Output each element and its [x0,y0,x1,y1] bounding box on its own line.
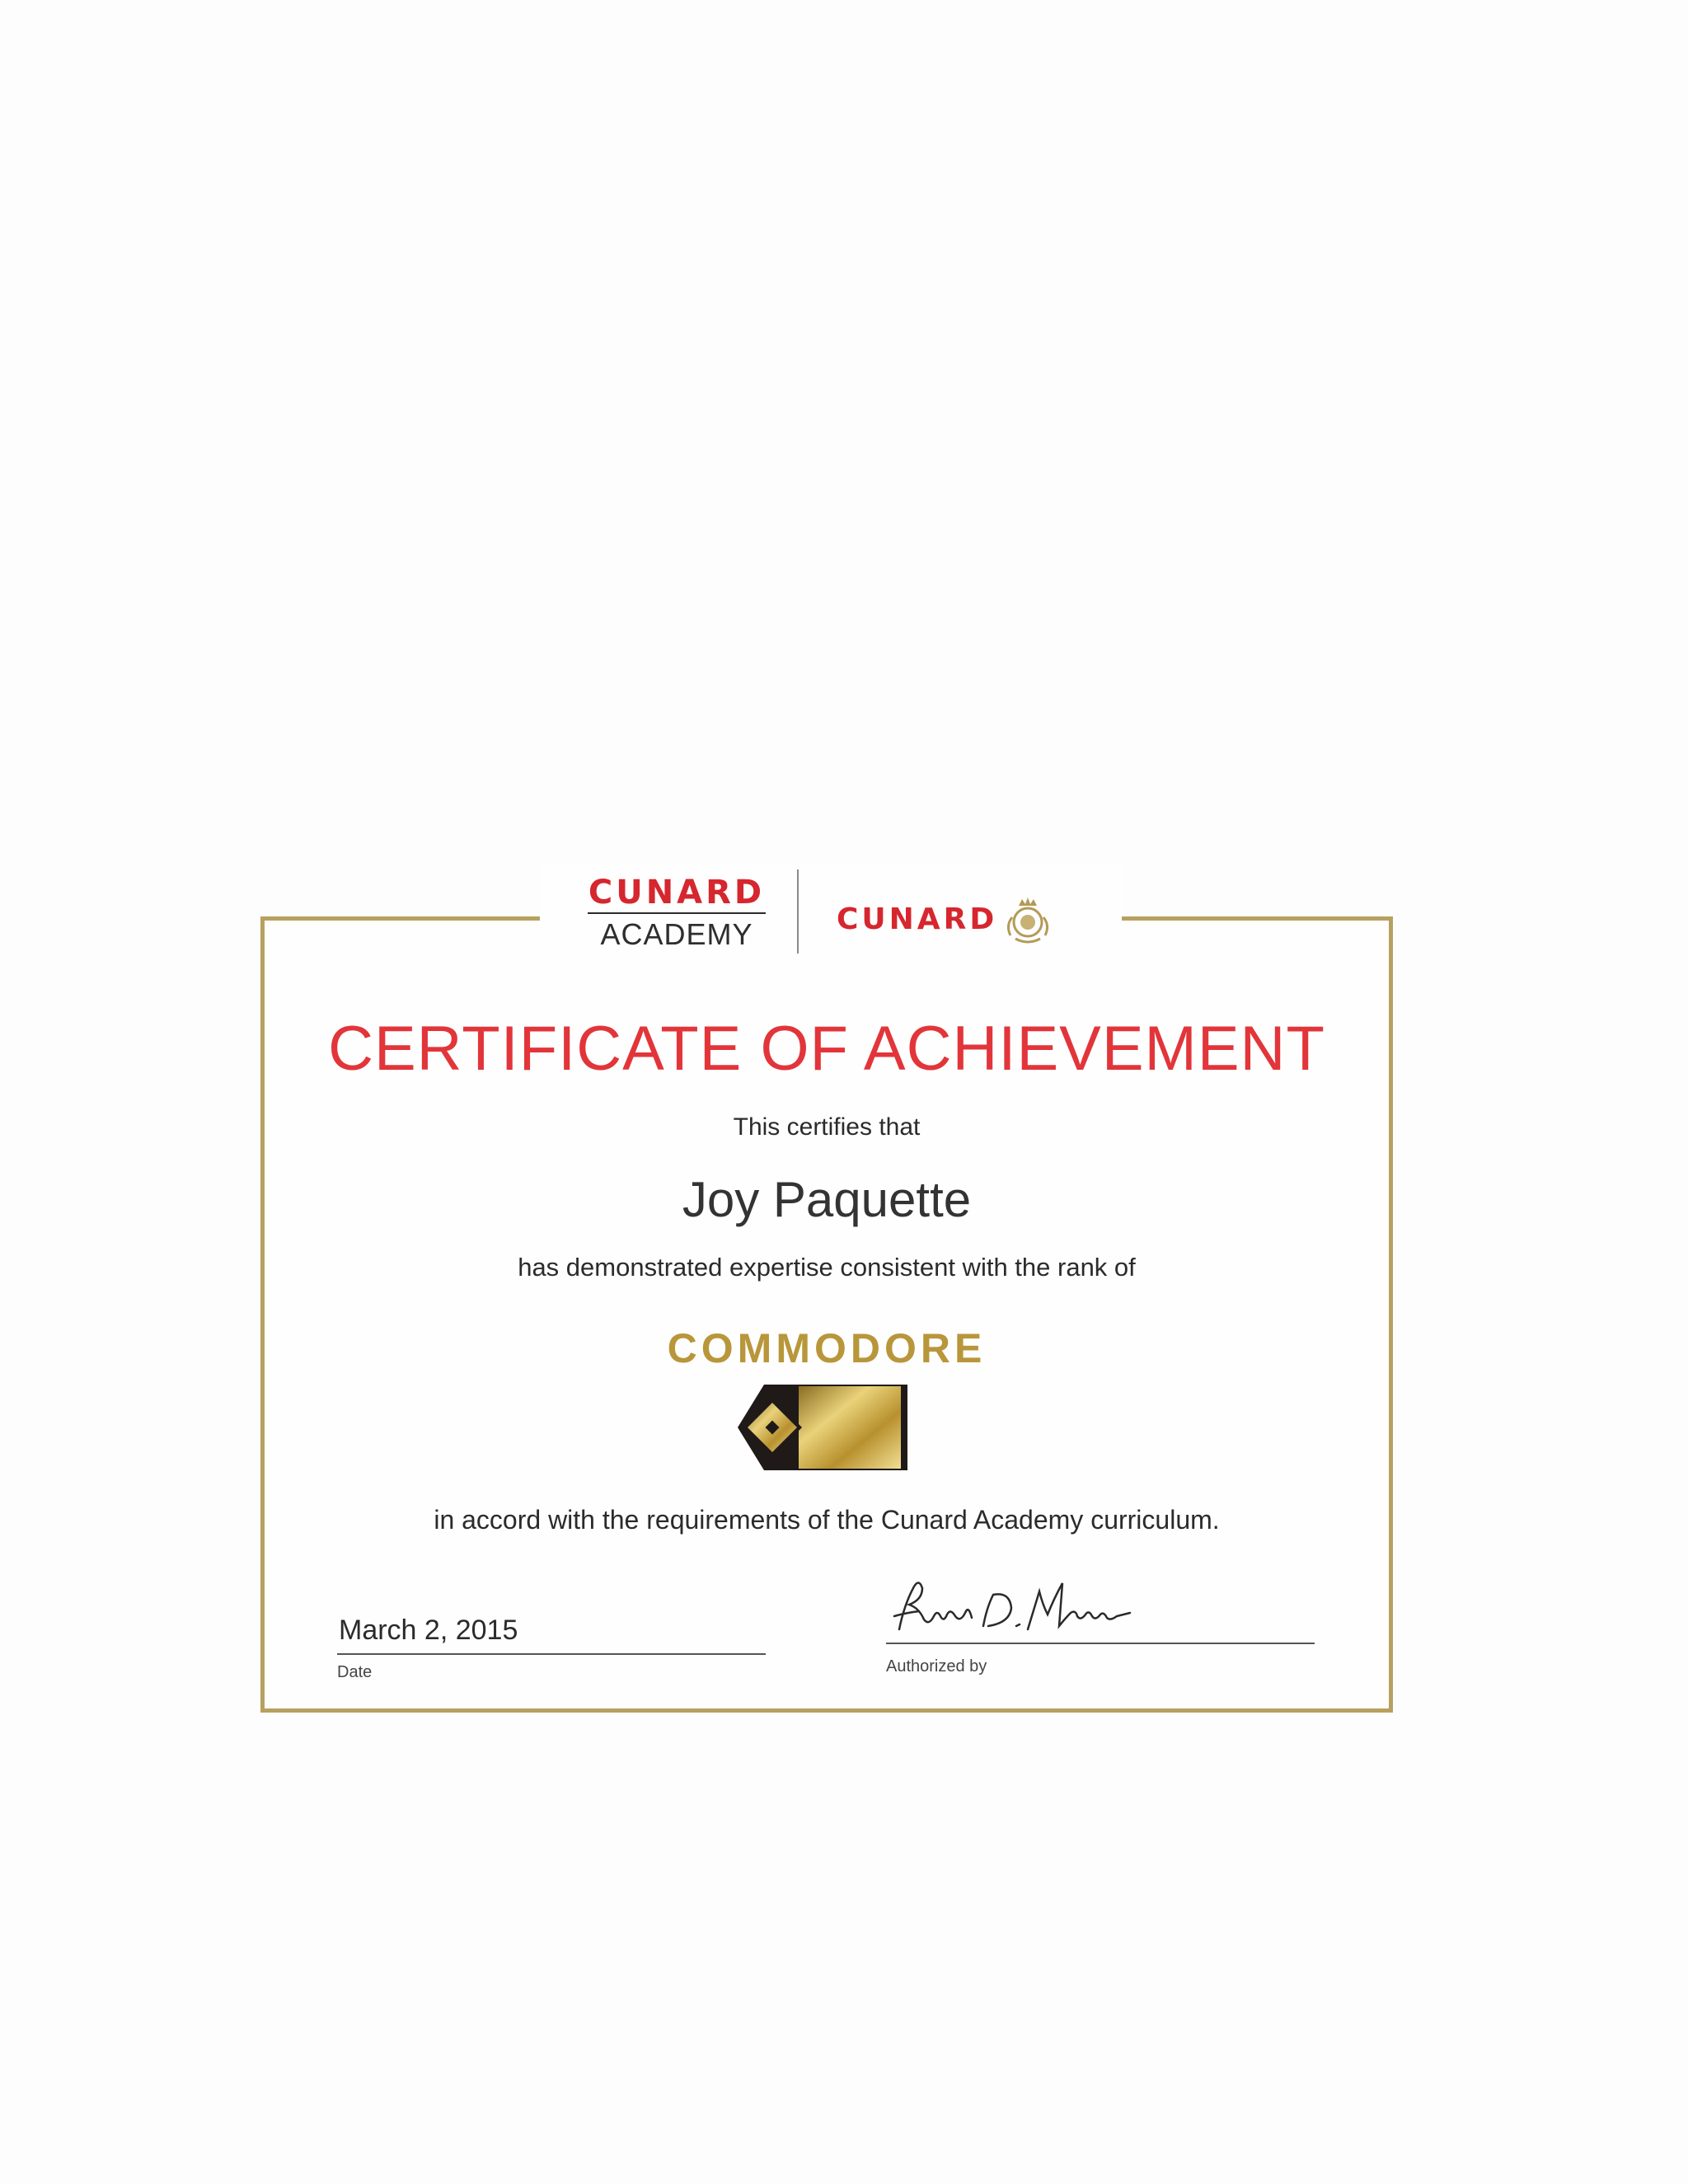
cunard-logo-brand: CUNARD [837,902,998,936]
expertise-text: has demonstrated expertise consistent with the rank of [518,1253,1136,1282]
commodore-epaulette-icon [738,1385,919,1470]
rank-title: COMMODORE [667,1325,987,1371]
accord-text: in accord with the requirements of the Cunard Academy curriculum. [434,1505,1220,1535]
handwritten-signature [886,1580,1133,1641]
certificate-title: CERTIFICATE OF ACHIEVEMENT [328,1014,1325,1084]
authorization-block [886,1580,1315,1676]
cunard-academy-logo [588,876,766,952]
date-block [337,1615,766,1682]
logo-header [540,863,1122,978]
certifies-text: This certifies that [733,1113,921,1141]
logo-divider [797,869,799,954]
academy-logo-subtitle: ACADEMY [600,917,753,951]
authorized-label: Authorized by [886,1657,987,1675]
signature-line [886,1643,1315,1644]
academy-logo-brand: CUNARD [588,876,766,914]
certificate [260,874,1393,1713]
cunard-lion-crest-icon [1001,893,1055,947]
date-label: Date [337,1663,373,1681]
date-value: March 2, 2015 [337,1615,766,1655]
recipient-name: Joy Paquette [682,1172,972,1227]
cunard-logo [837,893,1055,947]
